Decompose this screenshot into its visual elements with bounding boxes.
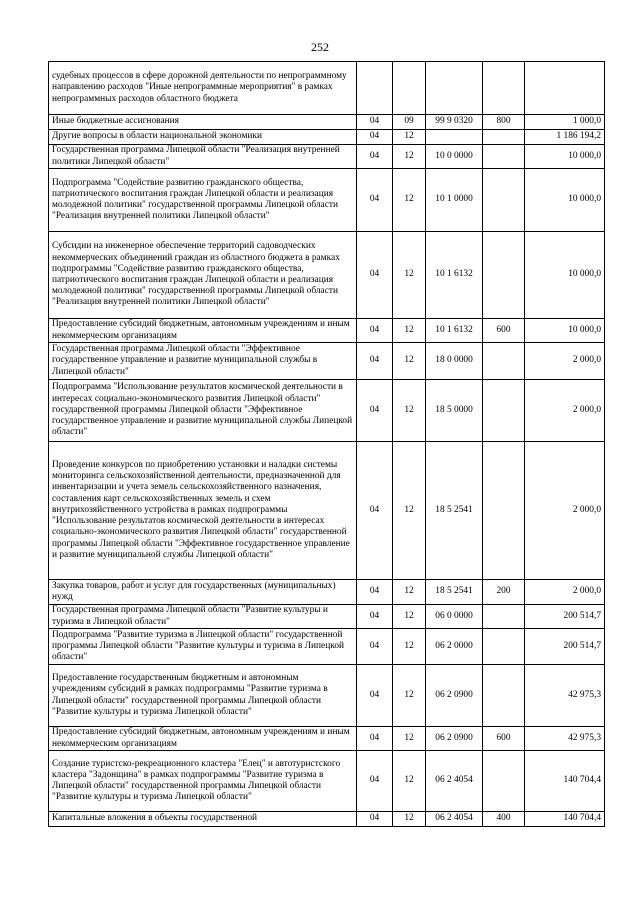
row-section: 04 xyxy=(357,727,393,751)
row-expense-type xyxy=(483,380,525,442)
row-section: 04 xyxy=(357,580,393,605)
row-amount: 10 000,0 xyxy=(525,169,605,232)
row-target-article: 18 0 0000 xyxy=(426,343,483,380)
table-row xyxy=(49,812,605,827)
row-target-article xyxy=(426,130,483,145)
row-subsection: 09 xyxy=(393,115,426,130)
row-expense-type xyxy=(483,629,525,665)
row-subsection: 12 xyxy=(393,232,426,319)
table-row xyxy=(49,232,605,319)
row-expense-type xyxy=(483,130,525,145)
table-row xyxy=(49,319,605,343)
row-expense-type xyxy=(483,62,525,115)
page-number: 252 xyxy=(311,40,329,54)
row-target-article: 06 0 0000 xyxy=(426,605,483,629)
row-name: Предоставление субсидий бюджетным, автономным учреждениям и иным некоммерческим организациям xyxy=(49,727,357,751)
row-subsection: 12 xyxy=(393,380,426,442)
row-amount: 2 000,0 xyxy=(525,442,605,580)
row-name: Государственная программа Липецкой области "Эффективное государственное управление и развитие муниципальной службы в Липецкой области" xyxy=(49,343,357,380)
row-section: 04 xyxy=(357,812,393,827)
row-subsection: 12 xyxy=(393,629,426,665)
budget-table-body xyxy=(49,62,605,827)
row-expense-type: 400 xyxy=(483,812,525,827)
row-subsection: 12 xyxy=(393,751,426,812)
row-target-article: 06 2 0900 xyxy=(426,665,483,727)
row-amount: 42 975,3 xyxy=(525,665,605,727)
row-section: 04 xyxy=(357,629,393,665)
row-section: 04 xyxy=(357,605,393,629)
table-row xyxy=(49,130,605,145)
row-section: 04 xyxy=(357,115,393,130)
row-name: Предоставление субсидий бюджетным, автономным учреждениям и иным некоммерческим организациям xyxy=(49,319,357,343)
row-name: судебных процессов в сфере дорожной деятельности по непрограммному направлению расходов "Иные непрограммные мероприятия" в рамках непрограммных расходов областного бюджета xyxy=(49,62,357,115)
row-section: 04 xyxy=(357,232,393,319)
row-expense-type xyxy=(483,665,525,727)
row-target-article: 10 0 0000 xyxy=(426,145,483,169)
row-expense-type xyxy=(483,169,525,232)
row-target-article: 10 1 6132 xyxy=(426,232,483,319)
row-expense-type: 800 xyxy=(483,115,525,130)
row-target-article: 06 2 4054 xyxy=(426,751,483,812)
row-amount: 10 000,0 xyxy=(525,319,605,343)
row-target-article: 06 2 0900 xyxy=(426,727,483,751)
row-section xyxy=(357,62,393,115)
table-row xyxy=(49,62,605,115)
row-subsection: 12 xyxy=(393,605,426,629)
row-name: Проведение конкурсов по приобретению установки и наладки системы мониторинга сельскохозяйственной деятельности, предназначенной для инвентаризации и учета земель сельскохозяйственного назначения, составления карт сельскохозяйственных земель и схем внутрихозяйственного устройства в рамках подпрограммы "Использование результатов космической деятельности в интересах социально-экономического развития Липецкой области" государственной программы Липецкой области "Эффективное государственное управление и развитие муниципальной службы Липецкой области" xyxy=(49,442,357,580)
row-amount: 2 000,0 xyxy=(525,380,605,442)
row-subsection: 12 xyxy=(393,812,426,827)
row-section: 04 xyxy=(357,319,393,343)
row-amount: 1 000,0 xyxy=(525,115,605,130)
row-expense-type xyxy=(483,343,525,380)
table-row xyxy=(49,605,605,629)
row-expense-type xyxy=(483,232,525,319)
row-subsection xyxy=(393,62,426,115)
row-expense-type xyxy=(483,442,525,580)
row-section: 04 xyxy=(357,145,393,169)
table-row xyxy=(49,169,605,232)
row-section: 04 xyxy=(357,442,393,580)
row-section: 04 xyxy=(357,169,393,232)
row-subsection: 12 xyxy=(393,727,426,751)
row-expense-type: 200 xyxy=(483,580,525,605)
row-subsection: 12 xyxy=(393,145,426,169)
row-name: Подпрограмма "Использование результатов космической деятельности в интересах социально-экономического развития Липецкой области" государственной программы Липецкой области "Эффективное государственное управление и развитие муниципальной службы Липецкой области" xyxy=(49,380,357,442)
row-expense-type: 600 xyxy=(483,727,525,751)
row-subsection: 12 xyxy=(393,580,426,605)
row-target-article: 18 5 2541 xyxy=(426,580,483,605)
table-row xyxy=(49,442,605,580)
row-name: Предоставление государственным бюджетным и автономным учреждениям субсидий в рамках подпрограммы "Развитие туризма в Липецкой области" государственной программы Липецкой области "Развитие культуры и туризма Липецкой области" xyxy=(49,665,357,727)
row-name: Подпрограмма "Содействие развитию гражданского общества, патриотического воспитания граждан Липецкой области и реализация молодежной политики" государственной программы Липецкой области "Реализация внутренней политики Липецкой области" xyxy=(49,169,357,232)
row-section: 04 xyxy=(357,130,393,145)
row-amount: 1 186 194,2 xyxy=(525,130,605,145)
table-row xyxy=(49,580,605,605)
row-section: 04 xyxy=(357,380,393,442)
row-target-article: 06 2 4054 xyxy=(426,812,483,827)
row-section: 04 xyxy=(357,665,393,727)
table-row xyxy=(49,380,605,442)
row-amount: 2 000,0 xyxy=(525,343,605,380)
row-target-article xyxy=(426,62,483,115)
row-name: Государственная программа Липецкой области "Развитие культуры и туризма в Липецкой области" xyxy=(49,605,357,629)
row-expense-type: 600 xyxy=(483,319,525,343)
row-amount: 200 514,7 xyxy=(525,629,605,665)
row-amount: 10 000,0 xyxy=(525,232,605,319)
row-expense-type xyxy=(483,145,525,169)
row-subsection: 12 xyxy=(393,169,426,232)
table-row xyxy=(49,629,605,665)
row-amount: 10 000,0 xyxy=(525,145,605,169)
row-name: Подпрограмма "Развитие туризма в Липецкой области" государственной программы Липецкой области "Развитие культуры и туризма в Липецкой области" xyxy=(49,629,357,665)
row-expense-type xyxy=(483,605,525,629)
row-amount: 200 514,7 xyxy=(525,605,605,629)
table-row xyxy=(49,145,605,169)
row-section: 04 xyxy=(357,751,393,812)
row-name: Субсидии на инженерное обеспечение территорий садоводческих некоммерческих объединений граждан из областного бюджета в рамках подпрограммы "Содействие развитию гражданского общества, патриотического воспитания граждан Липецкой области и реализация молодежной политики" государственной программы Липецкой области "Реализация внутренней политики Липецкой области" xyxy=(49,232,357,319)
table-row xyxy=(49,727,605,751)
row-name: Иные бюджетные ассигнования xyxy=(49,115,357,130)
table-row xyxy=(49,115,605,130)
row-target-article: 18 5 2541 xyxy=(426,442,483,580)
row-amount: 42 975,3 xyxy=(525,727,605,751)
row-name: Государственная программа Липецкой области "Реализация внутренней политики Липецкой области" xyxy=(49,145,357,169)
row-subsection: 12 xyxy=(393,442,426,580)
row-name: Другие вопросы в области национальной экономики xyxy=(49,130,357,145)
row-target-article: 10 1 6132 xyxy=(426,319,483,343)
row-target-article: 99 9 0320 xyxy=(426,115,483,130)
row-name: Капитальные вложения в объекты государственной xyxy=(49,812,357,827)
row-name: Создание туристско-рекреационного кластера "Елец" и автотуристского кластера "Задонщина" в рамках подпрограммы "Развитие туризма в Липецкой области" государственной программы Липецкой области "Развитие культуры и туризма Липецкой области" xyxy=(49,751,357,812)
row-name: Закупка товаров, работ и услуг для государственных (муниципальных) нужд xyxy=(49,580,357,605)
table-row xyxy=(49,751,605,812)
row-section: 04 xyxy=(357,343,393,380)
row-expense-type xyxy=(483,751,525,812)
row-amount: 140 704,4 xyxy=(525,812,605,827)
row-amount xyxy=(525,62,605,115)
row-subsection: 12 xyxy=(393,319,426,343)
row-subsection: 12 xyxy=(393,343,426,380)
table-row xyxy=(49,665,605,727)
row-subsection: 12 xyxy=(393,130,426,145)
budget-table xyxy=(48,61,605,827)
row-target-article: 06 2 0000 xyxy=(426,629,483,665)
row-amount: 140 704,4 xyxy=(525,751,605,812)
row-target-article: 18 5 0000 xyxy=(426,380,483,442)
table-row xyxy=(49,343,605,380)
row-target-article: 10 1 0000 xyxy=(426,169,483,232)
row-amount: 2 000,0 xyxy=(525,580,605,605)
row-subsection: 12 xyxy=(393,665,426,727)
